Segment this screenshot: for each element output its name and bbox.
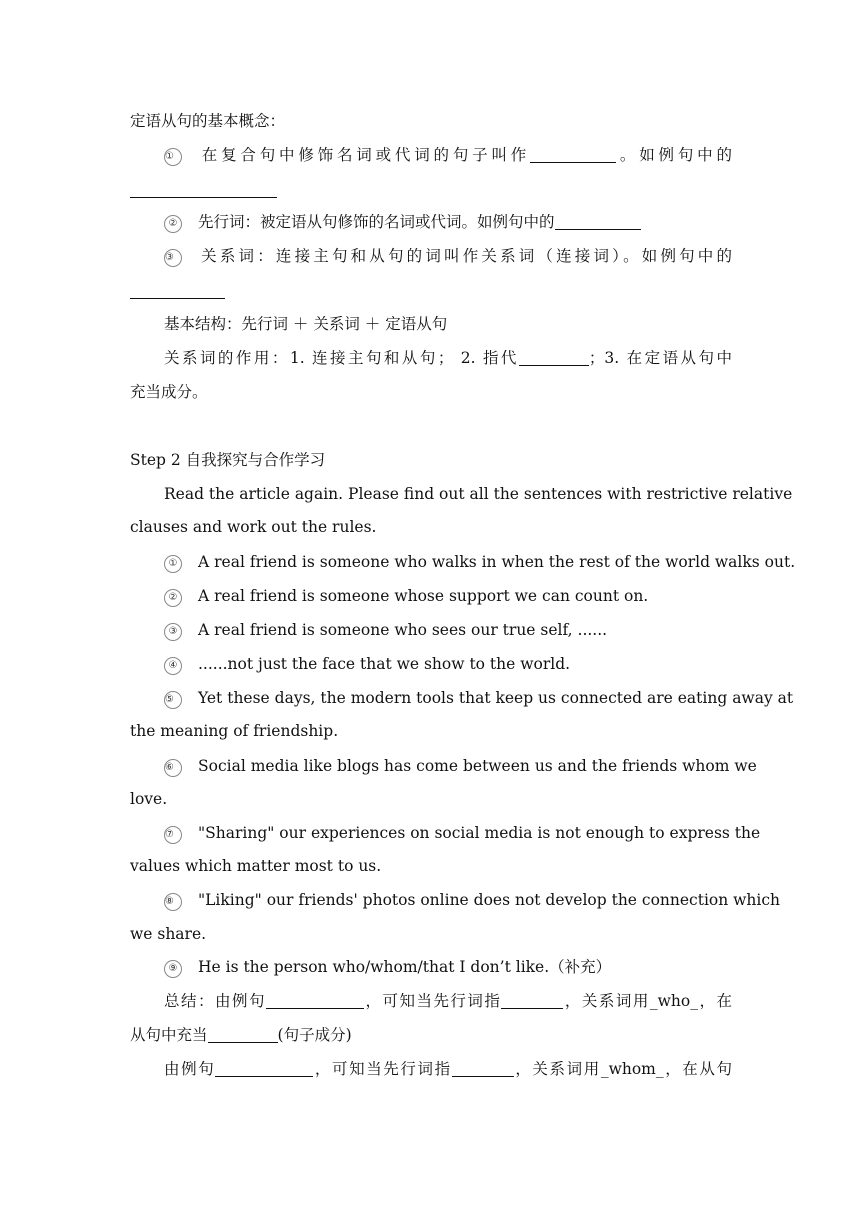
answer-blank[interactable]	[530, 146, 616, 163]
relative-word-role-cont: 充当成分。	[130, 383, 208, 401]
item-number: ⑥	[164, 759, 182, 777]
answer-blank[interactable]	[208, 1026, 278, 1043]
example-sentence-5: ⑤ Yet these days, the modern tools that keep us connected are eating away at	[165, 689, 794, 707]
example-sentence-7-cont: values which matter most to us.	[130, 857, 382, 875]
item-number: ⑦	[164, 826, 182, 844]
example-sentence-5-cont: the meaning of friendship.	[130, 722, 339, 740]
concept-item-3: ③ 关系词：连接主句和从句的词叫作关系词（连接词）。如例句中的	[165, 247, 732, 265]
concept-item-1: ① 在复合句中修饰名词或代词的句子叫作 。如例句中的	[165, 146, 732, 164]
item-number: ④	[164, 657, 182, 675]
example-sentence-8-cont: we share.	[130, 925, 207, 943]
answer-blank[interactable]	[501, 992, 563, 1009]
summary-line1-cont: 从句中充当 (句子成分)	[130, 1026, 352, 1044]
example-sentence-1: ① A real friend is someone who walks in when the rest of the world walks out.	[164, 552, 795, 573]
answer-blank[interactable]	[215, 1060, 313, 1077]
example-sentence-4: ④ ......not just the face that we show to the world.	[164, 654, 570, 675]
example-sentence-9: ⑨ He is the person who/whom/that I don’t like.（补充）	[164, 957, 611, 978]
relative-word-role: 关系词的作用：1. 连接主句和从句； 2. 指代 ；3. 在定语从句中	[164, 349, 732, 367]
summary-line2: 由例句 ，可知当先行词指 ，关系词用_whom_，在从句	[164, 1060, 732, 1078]
item-number: ⑨	[164, 960, 182, 978]
answer-blank[interactable]	[266, 992, 364, 1009]
concepts-heading: 定语从句的基本概念：	[130, 112, 286, 130]
item-number: ③	[164, 249, 182, 267]
example-sentence-8: ⑧ "Liking" our friends' photos online does not develop the connection which	[165, 891, 781, 909]
item-number: ②	[164, 589, 182, 607]
answer-blank[interactable]	[130, 197, 277, 198]
example-sentence-3: ③ A real friend is someone who sees our true self, ......	[164, 620, 607, 641]
item-number: ⑤	[164, 691, 182, 709]
item-number: ①	[164, 148, 182, 166]
example-sentence-7: ⑦ "Sharing" our experiences on social media is not enough to express the	[165, 824, 761, 842]
answer-blank[interactable]	[452, 1060, 514, 1077]
answer-blank[interactable]	[519, 349, 589, 366]
answer-blank[interactable]	[130, 298, 225, 299]
item-number: ③	[164, 623, 182, 641]
answer-blank[interactable]	[555, 213, 641, 230]
item-number: ⑧	[164, 893, 182, 911]
example-sentence-6-cont: love.	[130, 790, 168, 808]
step2-intro-line2: clauses and work out the rules.	[130, 518, 377, 536]
item-number: ①	[164, 555, 182, 573]
example-sentence-6: ⑥ Social media like blogs has come between us and the friends whom we	[165, 757, 757, 775]
step2-intro-line1: Read the article again. Please find out all the sentences with restrictive relative	[164, 485, 793, 503]
concept-item-2: ② 先行词：被定语从句修饰的名词或代词。如例句中的	[164, 212, 641, 233]
item-number: ②	[164, 215, 182, 233]
basic-structure: 基本结构：先行词 ＋ 关系词 ＋ 定语从句	[164, 315, 448, 333]
example-sentence-2: ② A real friend is someone whose support we can count on.	[164, 586, 648, 607]
step2-heading: Step 2 自我探究与合作学习	[130, 451, 326, 469]
summary-line1: 总结：由例句 ，可知当先行词指 ，关系词用_who_，在	[164, 992, 732, 1010]
